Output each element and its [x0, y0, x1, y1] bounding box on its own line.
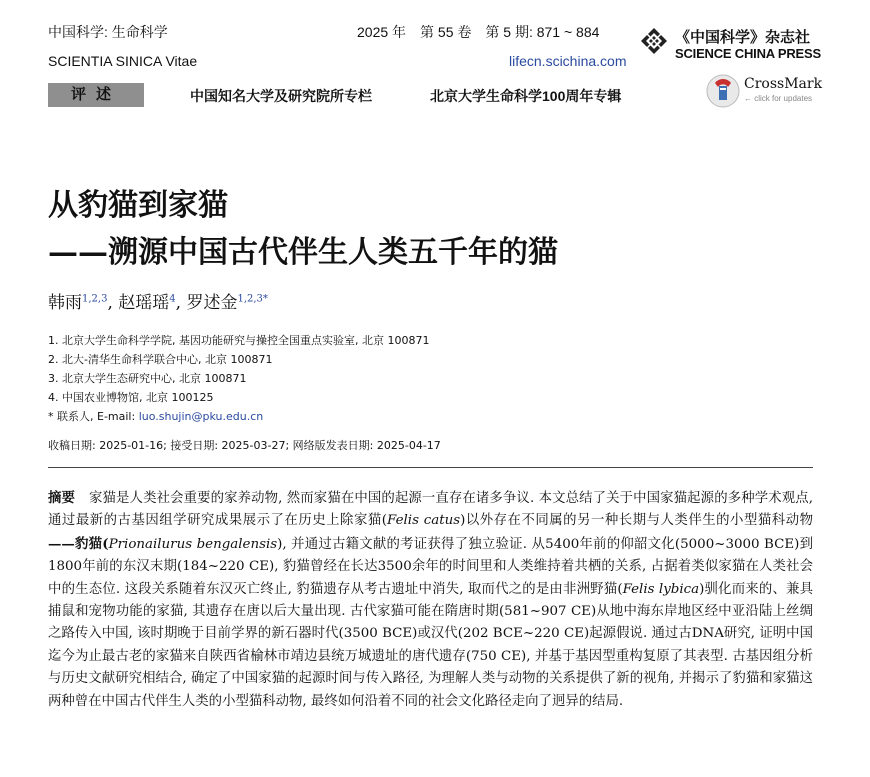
- author-name: 韩雨: [48, 293, 82, 313]
- abstract-body: [48, 491, 813, 709]
- affiliation-item: 1. 北京大学生命科学学院, 基因功能研究与操控全国重点实验室, 北京 100871: [48, 334, 430, 347]
- publisher-name-en: SCIENCE CHINA PRESS: [675, 46, 821, 61]
- section-divider: [48, 467, 813, 468]
- author-separator: ,: [107, 293, 119, 313]
- species-name: Prionailurus bengalensis: [108, 536, 278, 552]
- affiliation-item: 2. 北大-清华生命科学联合中心, 北京 100871: [48, 353, 273, 366]
- abstract-text-segment: )以外存在不同属的另一种长期与人类伴生的小型猫科动物: [460, 513, 813, 529]
- affiliation-item: 4. 中国农业博物馆, 北京 100125: [48, 391, 214, 404]
- journal-latin-title: SCIENTIA SINICA Vitae: [48, 53, 198, 69]
- column-label: 中国知名大学及研究院所专栏: [190, 88, 372, 104]
- author-affiliation-sup: 1,2,3*: [237, 293, 268, 305]
- volume-issue-pages: 2025 年 第 55 卷 第 5 期: 871 ~ 884: [357, 24, 600, 40]
- abstract-text-segment: 家猫是人类社会重要的家养动物, 然而家猫在中国的起源一直存在诸多争议. 本文总结了关于中国家猫起源的多种学术观点, 通过最新的古基因组学研究成果展示了在历史上除家猫(: [48, 491, 814, 529]
- crossmark-button[interactable]: [706, 74, 823, 110]
- article-subtitle: ——溯源中国古代伴生人类五千年的猫: [48, 235, 558, 270]
- abstract: [48, 488, 813, 713]
- abstract-label: 摘要: [48, 491, 76, 506]
- science-china-diamond-icon: [641, 28, 667, 54]
- special-issue-label: 北京大学生命科学100周年专辑: [430, 88, 622, 104]
- email-link[interactable]: luo.shujin@pku.edu.cn: [138, 410, 264, 423]
- author-affiliation-sup: 1,2,3: [82, 293, 108, 305]
- corresponding-contact: [48, 408, 263, 424]
- article-title: 从豹猫到家猫: [48, 188, 228, 223]
- publisher-logo: [641, 22, 821, 68]
- journal-url-link[interactable]: lifecn.scichina.com: [509, 53, 627, 69]
- crossmark-icon: [706, 74, 740, 108]
- author-name: 罗述金: [186, 293, 238, 313]
- affiliation-item: 3. 北京大学生态研究中心, 北京 100871: [48, 372, 247, 385]
- species-name: Felis catus: [387, 513, 461, 529]
- abstract-text-segment: ——豹猫(: [48, 535, 109, 552]
- contact-prefix: * 联系人, E-mail:: [48, 410, 139, 423]
- author-list: [48, 288, 268, 313]
- crossmark-sublabel: ← click for updates: [744, 94, 813, 103]
- author-affiliation-sup: 4: [169, 293, 176, 305]
- publisher-name-cn: 《中国科学》杂志社: [675, 28, 811, 46]
- crossmark-label: CrossMark: [744, 76, 823, 92]
- abstract-text-segment: )驯化而来的、兼具捕鼠和宠物功能的家猫, 其遗存在唐以后大量出现. 古代家猫可能在隋唐时期(581~907 CE)从地中海东岸地区经中亚沿陆上丝绸之路传入中国, 该时期晚于目前学界的新石器时代(3500 BCE)或汉代(202 BCE~220 CE)起源假说. 通过古DNA研究, 证明中国迄今为止最古老的家猫来自陕西省榆林市靖边县统万城遗址的唐代遗存(750 CE), 并基于基因型重构复原了其表型. 古基因组分析与历史文献研究相结合, 确定了中国家猫的起源时间与传入路径, 为理解人类与动物的关系提供了新的视角, 并揭示了豹猫和家猫这两种曾在中国古代伴生人类的小型猫科动物, 最终如何沿着不同的社会文化路径走向了迥异的结局.: [48, 581, 813, 709]
- author-separator: ,: [175, 293, 187, 313]
- species-name: Felis lybica: [622, 581, 700, 597]
- article-type-badge: 评述: [48, 83, 144, 107]
- author-name: 赵瑶瑶: [118, 293, 170, 313]
- publication-dates: 收稿日期: 2025-01-16; 接受日期: 2025-03-27; 网络版发表日期: 2025-04-17: [48, 439, 441, 452]
- journal-name: 中国科学: 生命科学: [48, 24, 168, 40]
- abstract-text-segment: ), 并通过古籍文献的考证获得了独立验证. 从5400年前的仰韶文化(5000~3000 BCE)到1800年前的东汉末期(184~220 CE), 豹猫曾经在长达3500余年的时间里和人类维持着共栖的关系, 占据着类似家猫在人类社会中的生态位. 这段关系随着东汉灭亡终止, 豹猫遗存从考古遗址中消失, 取而代之的是由非洲野猫(: [48, 536, 813, 597]
